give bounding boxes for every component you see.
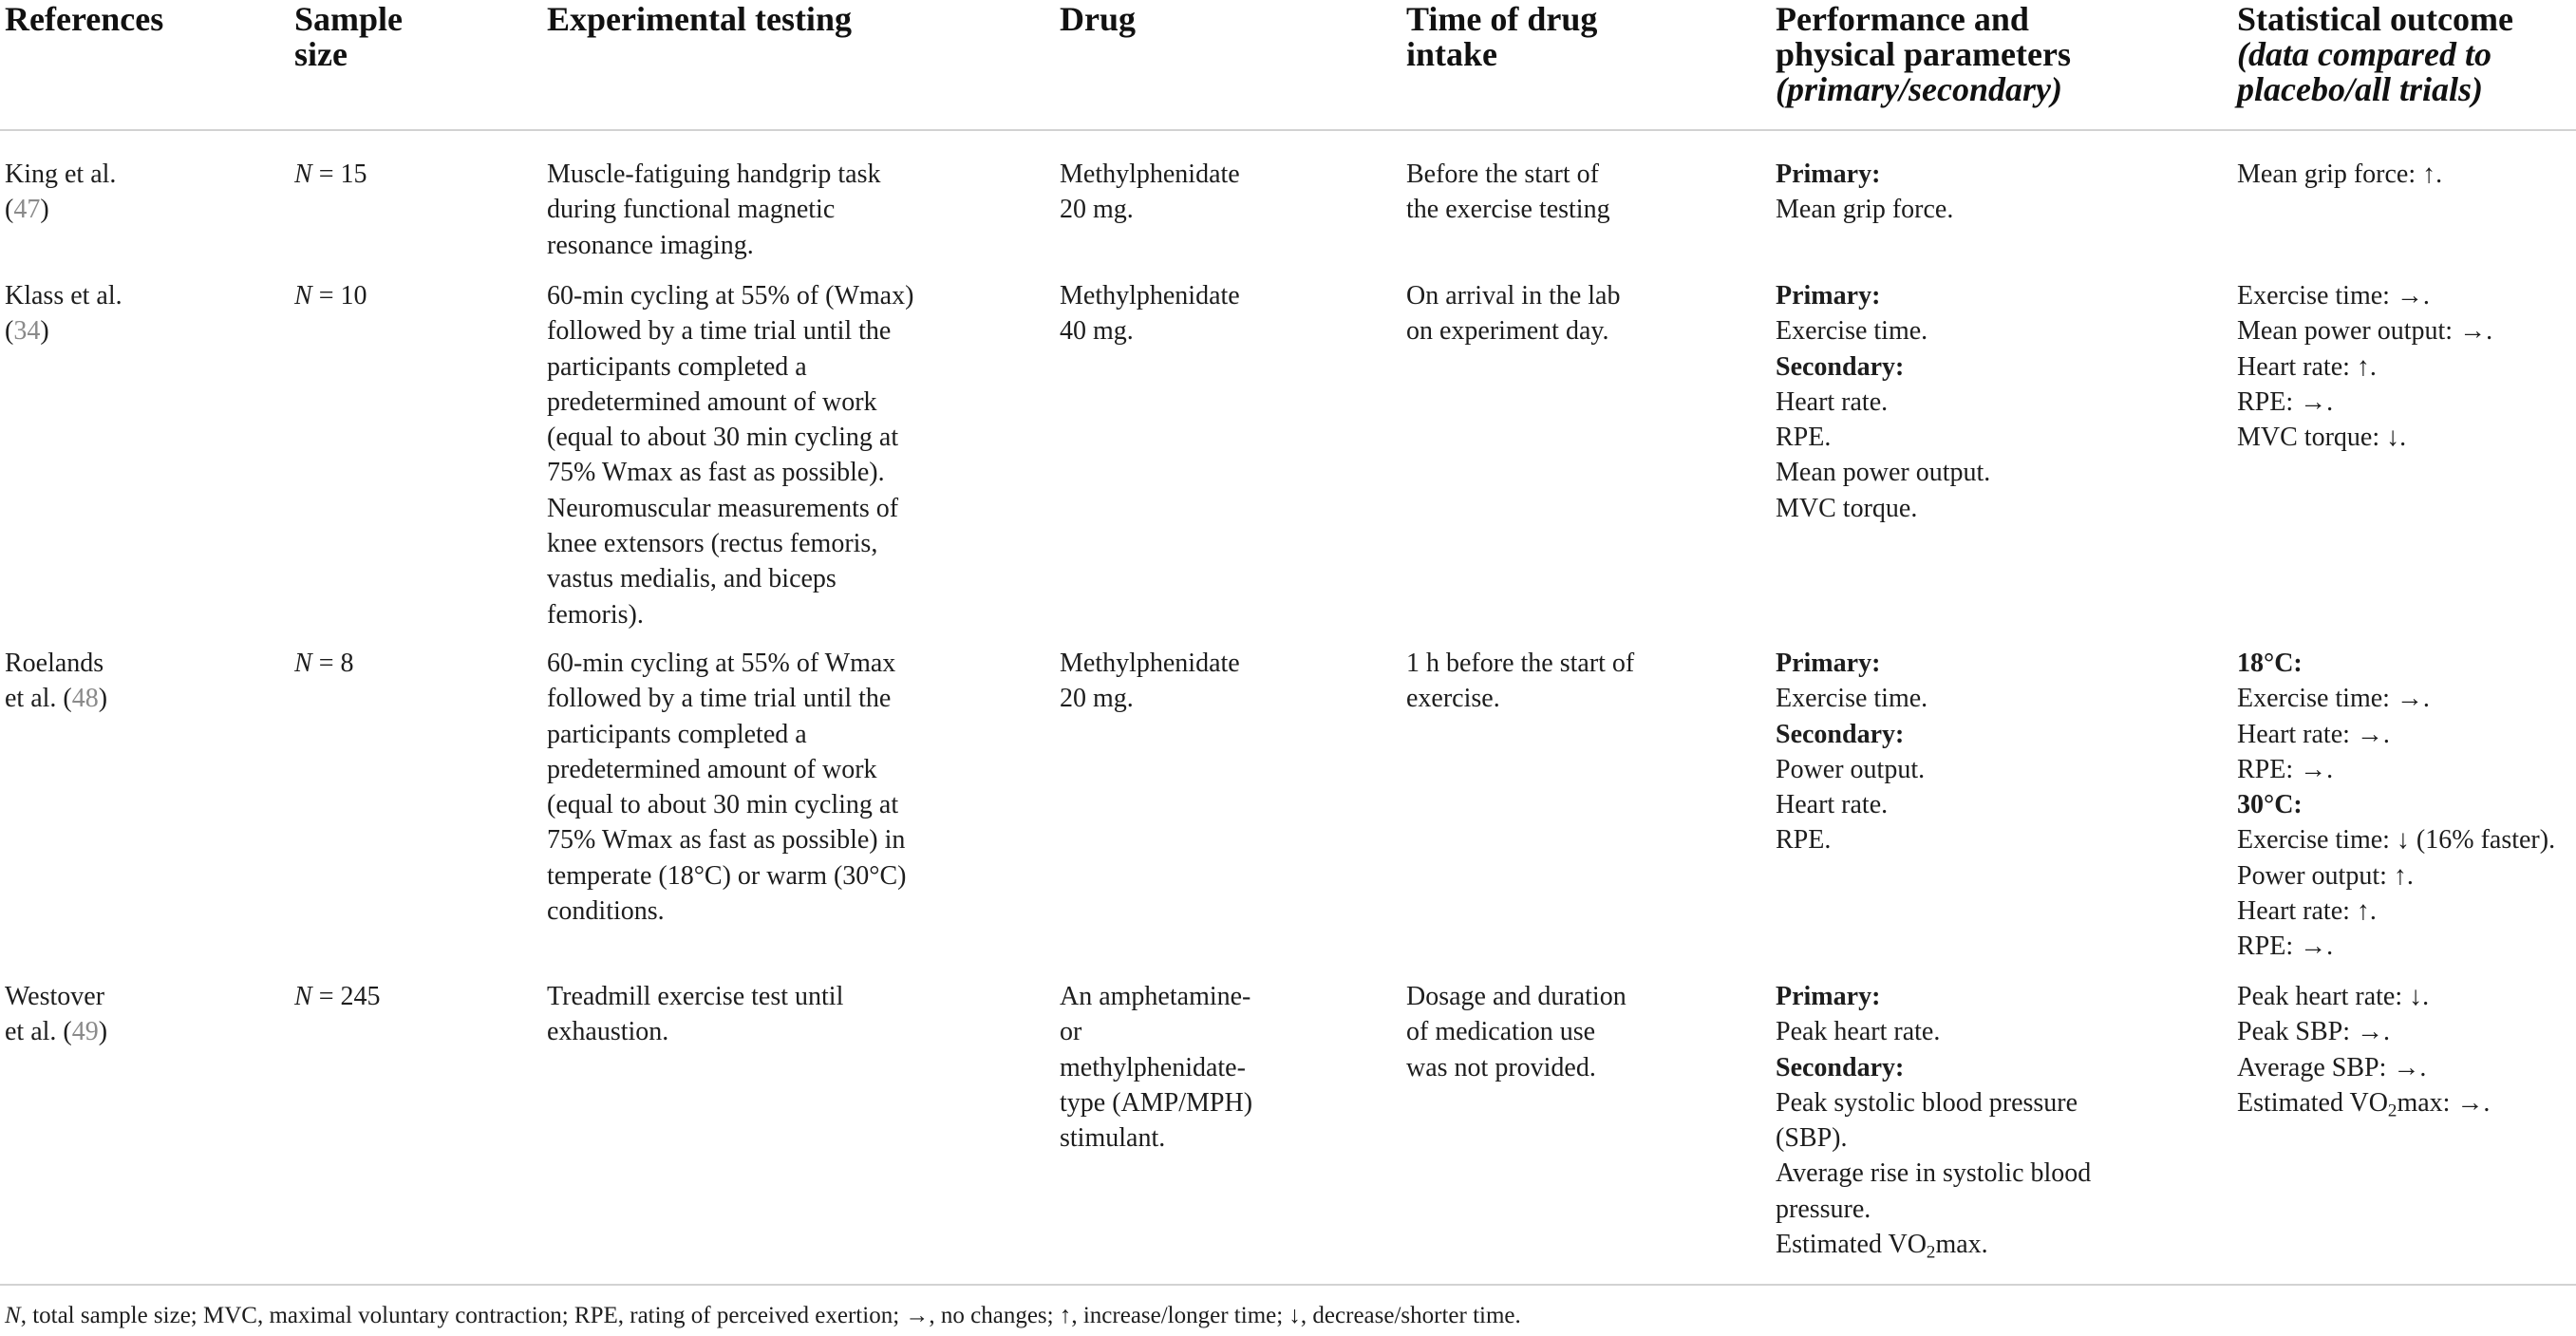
cell-line xyxy=(2237,385,2492,420)
text-run: or xyxy=(1060,1017,1082,1047)
text-run: Average rise in systolic blood xyxy=(1776,1158,2092,1189)
table-row xyxy=(0,157,2576,260)
cell-line xyxy=(1406,37,1597,72)
cell-line xyxy=(1776,681,1927,716)
text-run: Westover xyxy=(5,982,105,1011)
cell-line xyxy=(2237,894,2555,929)
cell-drug xyxy=(1060,157,1240,228)
text-run: , total sample size; MVC, maximal voluntary contraction; RPE, rating of perceived exertion; →, no changes; ↑, increase/longer time; ↓, decrease/shorter time. xyxy=(20,1303,1521,1328)
cell-line xyxy=(5,1301,1521,1331)
cell-line xyxy=(1776,278,1990,313)
cell-line xyxy=(5,681,107,716)
text-run: = 15 xyxy=(311,160,367,189)
text-run: participants completed a xyxy=(547,351,807,382)
text-run: Mean power output: →. xyxy=(2237,316,2493,347)
text-run: = 245 xyxy=(311,982,381,1011)
table-row xyxy=(0,979,2576,1263)
cell-line xyxy=(547,822,907,857)
text-run: 20 mg. xyxy=(1060,684,1134,714)
cell-line xyxy=(1776,349,1990,385)
cell-line xyxy=(2237,858,2555,894)
text-run: exercise. xyxy=(1406,684,1500,714)
cell-line xyxy=(547,420,913,455)
text-run: RPE. xyxy=(1776,423,1832,453)
text-run: Power output: ↑. xyxy=(2237,860,2414,891)
cell-line xyxy=(2237,37,2513,72)
cell-sample-size xyxy=(294,278,367,313)
text-run: participants completed a xyxy=(547,719,807,749)
text-run: max: →. xyxy=(2397,1087,2491,1118)
text-run: 60-min cycling at 55% of Wmax xyxy=(547,649,896,678)
cell-references xyxy=(5,979,107,1050)
cell-line xyxy=(1776,455,1990,490)
table-row xyxy=(0,278,2576,630)
italic-text: placebo/all trials) xyxy=(2237,70,2483,109)
text-run: Drug xyxy=(1060,0,1136,38)
text-run: Mean power output. xyxy=(1776,458,1991,488)
cell-statistical-outcome xyxy=(2237,157,2442,192)
column-header-sample-size xyxy=(294,2,403,72)
text-run: type (AMP/MPH) xyxy=(1060,1087,1253,1118)
bold-label: Primary: xyxy=(1776,649,1881,678)
text-run: RPE. xyxy=(1776,825,1832,856)
cell-line xyxy=(2237,278,2492,313)
cell-line xyxy=(5,2,163,37)
cell-line xyxy=(1776,822,1927,857)
text-run: = 8 xyxy=(311,649,354,678)
cell-line xyxy=(2237,349,2492,385)
italic-text: N xyxy=(294,160,312,189)
text-run: RPE: →. xyxy=(2237,931,2334,962)
cell-line xyxy=(547,561,913,596)
text-run: et al. ( xyxy=(5,684,72,714)
text-run: size xyxy=(294,35,348,74)
cell-line xyxy=(1060,192,1240,227)
cell-performance-parameters xyxy=(1776,157,1953,228)
cell-drug xyxy=(1060,278,1240,349)
cell-line xyxy=(1776,491,1990,526)
cell-line xyxy=(1776,1120,2091,1156)
cell-line xyxy=(2237,157,2442,192)
italic-text: N xyxy=(5,1303,21,1328)
cell-line xyxy=(2237,646,2555,681)
table-bottom-rule xyxy=(0,1284,2576,1286)
text-run: An amphetamine- xyxy=(1060,982,1251,1011)
cell-experimental-testing xyxy=(547,646,907,929)
cell-performance-parameters xyxy=(1776,278,1990,526)
cell-line xyxy=(1060,313,1240,348)
text-run: Exercise time: ↓ (16% faster). xyxy=(2237,825,2556,856)
cell-line xyxy=(1406,681,1634,716)
cell-line xyxy=(1776,72,2071,107)
cell-line xyxy=(547,858,907,894)
text-run: was not provided. xyxy=(1406,1052,1596,1082)
citation-number: 47 xyxy=(13,195,41,225)
text-run: femoris). xyxy=(547,599,644,630)
citation-number: 48 xyxy=(71,684,99,714)
column-header-performance-parameters xyxy=(1776,2,2071,108)
cell-line xyxy=(2237,313,2492,348)
cell-line xyxy=(547,787,907,822)
cell-line xyxy=(1060,681,1240,716)
text-run: conditions. xyxy=(547,896,665,927)
cell-line xyxy=(5,313,122,348)
cell-line xyxy=(1406,157,1610,192)
cell-line xyxy=(1060,157,1240,192)
text-run: Performance and xyxy=(1776,0,2029,38)
text-run: Muscle-fatiguing handgrip task xyxy=(547,160,881,189)
text-run: Peak systolic blood pressure xyxy=(1776,1087,2078,1118)
text-run: ) xyxy=(98,684,108,714)
cell-line xyxy=(547,646,907,681)
italic-text: N xyxy=(294,982,312,1011)
table-footnote xyxy=(5,1301,1521,1331)
text-run: On arrival in the lab xyxy=(1406,281,1621,310)
cell-line xyxy=(1060,2,1136,37)
text-run: followed by a time trial until the xyxy=(547,316,892,347)
cell-line xyxy=(294,646,353,681)
cell-statistical-outcome xyxy=(2237,646,2555,965)
cell-line xyxy=(1776,646,1927,681)
cell-drug xyxy=(1060,646,1240,717)
text-run: vastus medialis, and biceps xyxy=(547,564,837,594)
text-run: (equal to about 30 min cycling at xyxy=(547,790,899,820)
text-run: ) xyxy=(98,1017,108,1047)
cell-line xyxy=(2237,2,2513,37)
table-row xyxy=(0,646,2576,962)
cell-line xyxy=(5,646,107,681)
cell-line xyxy=(547,894,907,929)
cell-line xyxy=(294,278,367,313)
text-run: temperate (18°C) or warm (30°C) xyxy=(547,860,907,891)
bold-label: Primary: xyxy=(1776,982,1881,1011)
cell-line xyxy=(1406,1014,1626,1049)
text-run: Mean grip force. xyxy=(1776,195,1954,225)
cell-line xyxy=(2237,717,2555,752)
text-run: Heart rate. xyxy=(1776,790,1889,820)
text-run: Exercise time: →. xyxy=(2237,281,2430,310)
text-run: Heart rate: ↑. xyxy=(2237,351,2377,382)
column-header-experimental-testing xyxy=(547,2,852,37)
text-run: RPE: →. xyxy=(2237,386,2334,417)
text-run: Heart rate: →. xyxy=(2237,719,2390,749)
bold-label: Primary: xyxy=(1776,160,1881,189)
cell-line xyxy=(547,979,843,1014)
cell-line xyxy=(1776,752,1927,787)
text-run: stimulant. xyxy=(1060,1123,1166,1154)
cell-line xyxy=(2237,1050,2490,1085)
text-run: ( xyxy=(5,316,14,347)
cell-line xyxy=(2237,822,2555,857)
cell-experimental-testing xyxy=(547,278,913,632)
text-run: Exercise time: →. xyxy=(2237,684,2430,714)
cell-line xyxy=(1406,192,1610,227)
text-run: max. xyxy=(1935,1230,1988,1260)
cell-line xyxy=(1060,1014,1252,1049)
cell-line xyxy=(1406,313,1620,348)
text-run: Dosage and duration xyxy=(1406,982,1626,1011)
text-run: (SBP). xyxy=(1776,1123,1848,1154)
cell-line xyxy=(547,455,913,490)
cell-line xyxy=(2237,681,2555,716)
cell-line xyxy=(547,2,852,37)
text-run: Power output. xyxy=(1776,754,1926,784)
cell-line xyxy=(1776,787,1927,822)
bold-label: Secondary: xyxy=(1776,351,1905,382)
cell-line xyxy=(1406,646,1634,681)
text-run: Exercise time. xyxy=(1776,316,1928,347)
cell-line xyxy=(1060,1120,1252,1156)
text-run: = 10 xyxy=(311,281,367,310)
cell-line xyxy=(547,313,913,348)
text-run: Methylphenidate xyxy=(1060,649,1240,678)
cell-line xyxy=(547,526,913,561)
column-header-time-of-drug-intake xyxy=(1406,2,1597,72)
cell-line xyxy=(1406,278,1620,313)
cell-line xyxy=(2237,72,2513,107)
text-run: intake xyxy=(1406,35,1498,74)
cell-line xyxy=(294,2,403,37)
cell-line xyxy=(1776,1192,2091,1227)
bold-label: Secondary: xyxy=(1776,1052,1905,1082)
text-run: pressure. xyxy=(1776,1194,1871,1224)
cell-line xyxy=(1776,2,2071,37)
cell-line xyxy=(547,385,913,420)
cell-time-of-drug-intake xyxy=(1406,646,1634,717)
text-run: Klass et al. xyxy=(5,281,122,310)
text-run: Mean grip force: ↑. xyxy=(2237,160,2443,189)
text-run: (equal to about 30 min cycling at xyxy=(547,423,899,453)
cell-line xyxy=(1776,385,1990,420)
column-header-references xyxy=(5,2,163,37)
text-run: predetermined amount of work xyxy=(547,754,877,784)
header-row xyxy=(0,0,2576,109)
cell-line xyxy=(2237,787,2555,822)
cell-line xyxy=(1060,646,1240,681)
cell-line xyxy=(294,979,380,1014)
text-run: Experimental testing xyxy=(547,0,852,38)
italic-text: N xyxy=(294,281,312,310)
italic-text: N xyxy=(294,649,312,678)
cell-line xyxy=(1776,979,2091,1014)
cell-statistical-outcome xyxy=(2237,278,2492,455)
bold-label: 18°C: xyxy=(2237,649,2303,678)
cell-line xyxy=(5,979,107,1014)
column-header-statistical-outcome xyxy=(2237,2,2513,108)
cell-line xyxy=(294,37,403,72)
cell-line xyxy=(547,491,913,526)
text-run: Treadmill exercise test until xyxy=(547,982,844,1011)
cell-line xyxy=(1406,979,1626,1014)
header-rule xyxy=(0,129,2576,131)
text-run: RPE: →. xyxy=(2237,754,2334,784)
text-run: during functional magnetic xyxy=(547,195,836,225)
cell-line xyxy=(547,1014,843,1049)
cell-time-of-drug-intake xyxy=(1406,157,1610,228)
cell-line xyxy=(2237,752,2555,787)
text-run: Time of drug xyxy=(1406,0,1598,38)
cell-line xyxy=(1776,1227,2091,1262)
text-run: methylphenidate- xyxy=(1060,1052,1246,1082)
text-run: et al. ( xyxy=(5,1017,72,1047)
cell-line xyxy=(294,157,367,192)
text-run: 75% Wmax as fast as possible). xyxy=(547,458,885,488)
text-run: resonance imaging. xyxy=(547,230,754,260)
cell-drug xyxy=(1060,979,1252,1156)
text-run: Heart rate. xyxy=(1776,386,1889,417)
text-run: of medication use xyxy=(1406,1017,1596,1047)
cell-sample-size xyxy=(294,157,367,192)
cell-line xyxy=(1060,1050,1252,1085)
text-run: MVC torque: ↓. xyxy=(2237,423,2407,453)
text-run: 75% Wmax as fast as possible) in xyxy=(547,825,906,856)
cell-performance-parameters xyxy=(1776,979,2091,1262)
text-run: Peak heart rate. xyxy=(1776,1017,1941,1047)
cell-line xyxy=(5,157,116,192)
text-run: Sample xyxy=(294,0,404,38)
cell-line xyxy=(1776,37,2071,72)
text-run: 40 mg. xyxy=(1060,316,1134,347)
cell-line xyxy=(547,349,913,385)
italic-text: (data compared to xyxy=(2237,35,2491,74)
cell-experimental-testing xyxy=(547,979,843,1050)
cell-line xyxy=(1776,192,1953,227)
text-run: Methylphenidate xyxy=(1060,160,1240,189)
cell-line xyxy=(5,278,122,313)
text-run: Methylphenidate xyxy=(1060,281,1240,310)
cell-references xyxy=(5,278,122,349)
cell-line xyxy=(2237,1014,2490,1049)
cell-line xyxy=(1776,313,1990,348)
text-run: MVC torque. xyxy=(1776,493,1918,523)
italic-text: (primary/secondary) xyxy=(1776,70,2062,109)
cell-line xyxy=(2237,1085,2490,1120)
cell-line xyxy=(547,192,880,227)
cell-references xyxy=(5,157,116,228)
cell-line xyxy=(547,597,913,632)
text-run: knee extensors (rectus femoris, xyxy=(547,529,878,559)
cell-line xyxy=(547,157,880,192)
cell-line xyxy=(5,1014,107,1049)
cell-line xyxy=(5,192,116,227)
text-run: ) xyxy=(40,195,49,225)
text-run: Peak heart rate: ↓. xyxy=(2237,982,2430,1011)
text-run: Statistical outcome xyxy=(2237,0,2513,38)
text-run: on experiment day. xyxy=(1406,316,1609,347)
cell-line xyxy=(547,681,907,716)
text-run: Estimated VO xyxy=(2237,1087,2388,1118)
cell-line xyxy=(1406,1050,1626,1085)
bold-label: Secondary: xyxy=(1776,719,1905,749)
cell-line xyxy=(1060,979,1252,1014)
cell-line xyxy=(2237,929,2555,964)
citation-number: 49 xyxy=(71,1017,99,1047)
subscript: 2 xyxy=(2387,1101,2397,1121)
cell-performance-parameters xyxy=(1776,646,1927,858)
cell-line xyxy=(547,717,907,752)
text-run: Neuromuscular measurements of xyxy=(547,493,899,523)
cell-sample-size xyxy=(294,646,353,681)
bold-label: 30°C: xyxy=(2237,790,2303,820)
column-header-drug xyxy=(1060,2,1136,37)
cell-experimental-testing xyxy=(547,157,880,263)
text-run: ) xyxy=(40,316,49,347)
citation-number: 34 xyxy=(13,316,41,347)
text-run: exhaustion. xyxy=(547,1017,669,1047)
cell-line xyxy=(1060,278,1240,313)
text-run: physical parameters xyxy=(1776,35,2071,74)
cell-line xyxy=(1776,1085,2091,1120)
text-run: Peak SBP: →. xyxy=(2237,1017,2391,1047)
text-run: King et al. xyxy=(5,160,117,189)
cell-line xyxy=(1776,1014,2091,1049)
cell-line xyxy=(2237,979,2490,1014)
text-run: References xyxy=(5,0,164,38)
text-run: 60-min cycling at 55% of (Wmax) xyxy=(547,281,914,310)
text-run: 20 mg. xyxy=(1060,195,1134,225)
text-run: Before the start of xyxy=(1406,160,1599,189)
text-run: 1 h before the start of xyxy=(1406,649,1635,678)
cell-line xyxy=(1776,420,1990,455)
text-run: predetermined amount of work xyxy=(547,386,877,417)
cell-line xyxy=(1776,717,1927,752)
bold-label: Primary: xyxy=(1776,281,1881,310)
text-run: Roelands xyxy=(5,649,104,678)
cell-line xyxy=(547,228,880,263)
cell-line xyxy=(547,278,913,313)
cell-time-of-drug-intake xyxy=(1406,979,1626,1085)
text-run: Estimated VO xyxy=(1776,1230,1927,1260)
cell-sample-size xyxy=(294,979,380,1014)
cell-time-of-drug-intake xyxy=(1406,278,1620,349)
text-run: the exercise testing xyxy=(1406,195,1610,225)
text-run: Heart rate: ↑. xyxy=(2237,896,2377,927)
cell-line xyxy=(1776,1156,2091,1191)
cell-references xyxy=(5,646,107,717)
cell-line xyxy=(1776,157,1953,192)
text-run: ( xyxy=(5,195,14,225)
cell-line xyxy=(1060,1085,1252,1120)
subscript: 2 xyxy=(1926,1242,1936,1263)
cell-line xyxy=(1776,1050,2091,1085)
cell-line xyxy=(2237,420,2492,455)
cell-line xyxy=(1406,2,1597,37)
text-run: followed by a time trial until the xyxy=(547,684,892,714)
cell-statistical-outcome xyxy=(2237,979,2490,1120)
text-run: Exercise time. xyxy=(1776,684,1928,714)
text-run: Average SBP: →. xyxy=(2237,1052,2427,1082)
cell-line xyxy=(547,752,907,787)
